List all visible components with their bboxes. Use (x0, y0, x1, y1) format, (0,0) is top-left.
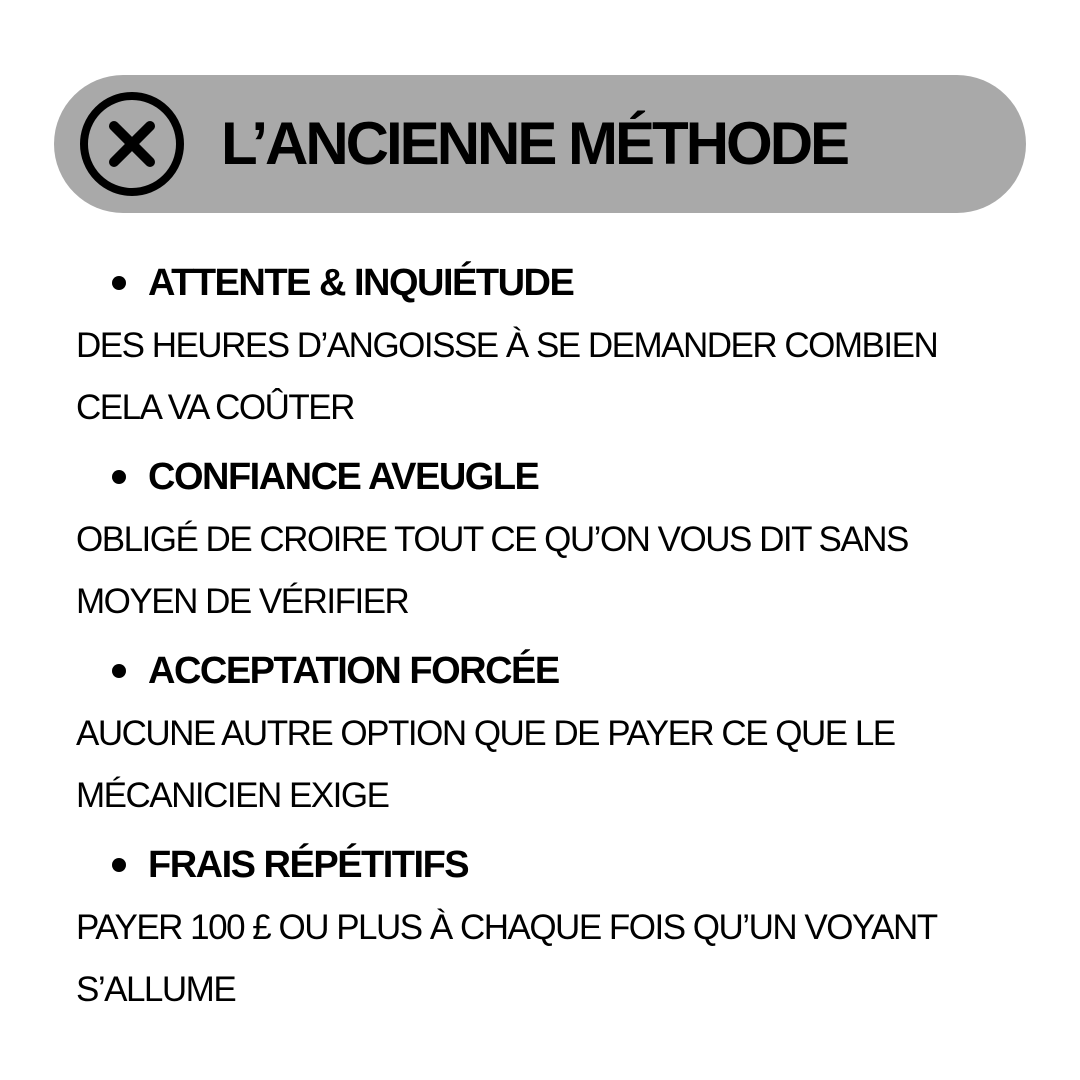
bullet-icon (112, 276, 126, 290)
list-item (76, 253, 1016, 439)
item-heading (76, 447, 1016, 507)
list-item (76, 447, 1016, 633)
item-description: PAYER 100 £ OU PLUS À CHAQUE FOIS QU’UN VOYANT S’ALLUME (76, 908, 937, 1009)
item-heading (76, 835, 1016, 895)
item-description: DES HEURES D’ANGOISSE À SE DEMANDER COMBIEN CELA VA COÛTER (76, 326, 938, 427)
item-heading (76, 641, 1016, 701)
list-item (76, 641, 1016, 827)
close-circle-icon (78, 90, 186, 198)
item-description: OBLIGÉ DE CROIRE TOUT CE QU’ON VOUS DIT SANS MOYEN DE VÉRIFIER (76, 520, 908, 621)
item-heading (76, 253, 1016, 313)
item-title: ATTENTE & INQUIÉTUDE (148, 262, 574, 304)
bullet-icon (112, 858, 126, 872)
item-title: FRAIS RÉPÉTITIFS (148, 844, 469, 886)
bullet-icon (112, 664, 126, 678)
item-list (76, 253, 1016, 1029)
item-title: CONFIANCE AVEUGLE (148, 456, 539, 498)
bullet-icon (112, 470, 126, 484)
header-banner (54, 75, 1026, 213)
page-title: L’ANCIENNE MÉTHODE (221, 110, 848, 177)
list-item (76, 835, 1016, 1021)
item-description: AUCUNE AUTRE OPTION QUE DE PAYER CE QUE LE MÉCANICIEN EXIGE (76, 714, 895, 815)
item-title: ACCEPTATION FORCÉE (148, 650, 559, 692)
